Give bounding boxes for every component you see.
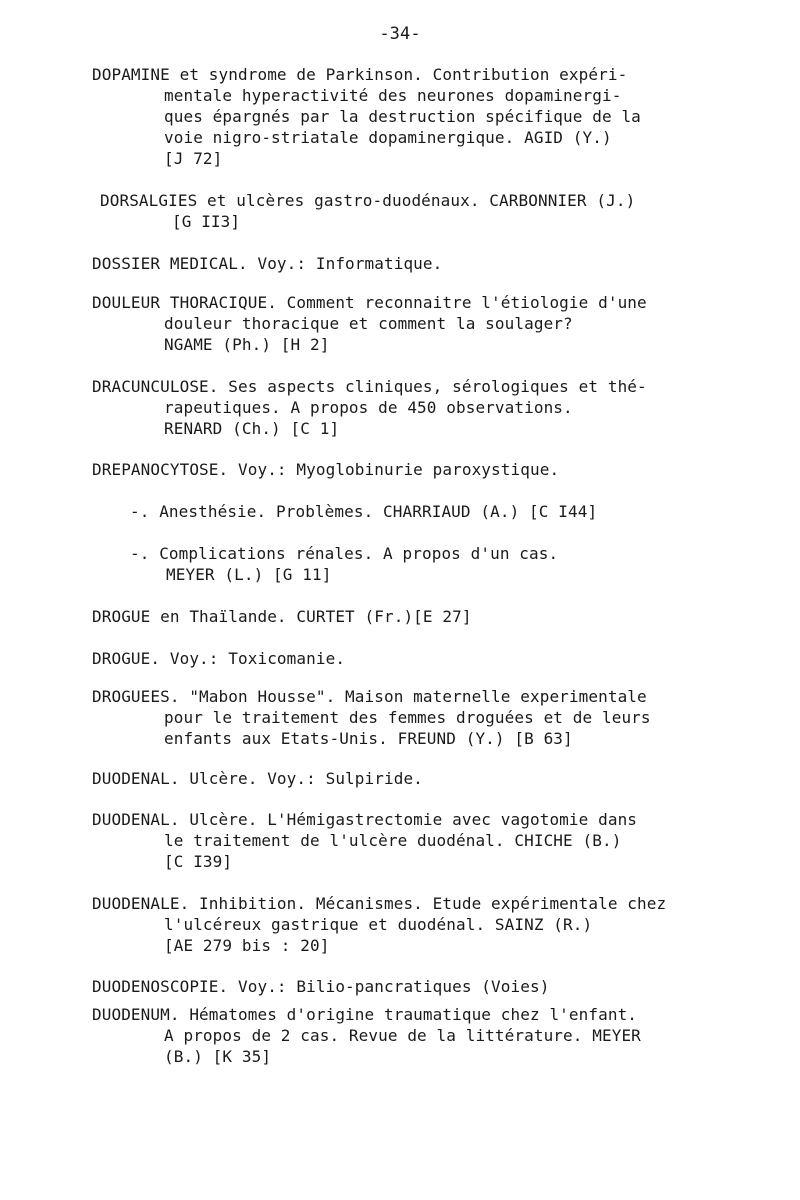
index-entry-douleur-thoracique	[92, 292, 647, 355]
index-entry-drogue-toxicomanie	[92, 648, 345, 669]
entry-line: RENARD (Ch.) [C 1]	[164, 419, 340, 438]
entry-line: DUODENAL. Ulcère. Voy.: Sulpiride.	[92, 769, 423, 788]
entry-line: MEYER (L.) [G 11]	[166, 565, 332, 584]
entry-line: DROGUE en Thaïlande. CURTET (Fr.)[E 27]	[92, 607, 472, 626]
index-subentry-complications-renales	[130, 543, 558, 585]
index-entry-duodenoscopie	[92, 976, 549, 997]
entry-line: DROGUE. Voy.: Toxicomanie.	[92, 649, 346, 668]
entry-line: DROGUEES. "Mabon Housse". Maison maternelle experimentale	[92, 687, 647, 706]
entry-line: DUODENALE. Inhibition. Mécanismes. Etude expérimentale chez	[92, 894, 667, 913]
index-subentry-anesthesie	[130, 501, 597, 522]
entry-line: -. Complications rénales. A propos d'un cas.	[130, 544, 559, 563]
entry-line: l'ulcéreux gastrique et duodénal. SAINZ (R.)	[164, 915, 593, 934]
entry-line: DRACUNCULOSE. Ses aspects cliniques, sérologiques et thé-	[92, 377, 647, 396]
index-entry-dossier-medical	[92, 253, 442, 274]
entry-line: voie nigro-striatale dopaminergique. AGID (Y.)	[164, 128, 612, 147]
entry-line: DUODENOSCOPIE. Voy.: Bilio-pancratiques (Voies)	[92, 977, 550, 996]
entry-line: mentale hyperactivité des neurones dopaminergi-	[164, 86, 622, 105]
entry-line: DUODENUM. Hématomes d'origine traumatique chez l'enfant.	[92, 1005, 638, 1024]
entry-line: douleur thoracique et comment la soulager?	[164, 314, 573, 333]
entry-line: (B.) [K 35]	[164, 1047, 272, 1066]
page-number: -34-	[379, 24, 421, 44]
entry-line: DOULEUR THORACIQUE. Comment reconnaitre l'étiologie d'une	[92, 293, 647, 312]
index-entry-duodenal-sulpiride	[92, 768, 423, 789]
index-entry-dracunculose	[92, 376, 647, 439]
index-entry-dorsalgies	[100, 190, 635, 232]
entry-line: A propos de 2 cas. Revue de la littérature. MEYER	[164, 1026, 641, 1045]
entry-line: le traitement de l'ulcère duodénal. CHICHE (B.)	[164, 831, 622, 850]
entry-line: DORSALGIES et ulcères gastro-duodénaux. CARBONNIER (J.)	[100, 191, 636, 210]
entry-line: enfants aux Etats-Unis. FREUND (Y.) [B 63]	[164, 729, 573, 748]
entry-line: DREPANOCYTOSE. Voy.: Myoglobinurie paroxystique.	[92, 460, 560, 479]
entry-line: DOSSIER MEDICAL. Voy.: Informatique.	[92, 254, 443, 273]
entry-line: DUODENAL. Ulcère. L'Hémigastrectomie avec vagotomie dans	[92, 810, 638, 829]
entry-line: [G II3]	[172, 212, 241, 231]
entry-line: DOPAMINE et syndrome de Parkinson. Contribution expéri-	[92, 65, 628, 84]
index-entry-droguees	[92, 686, 651, 749]
entry-line: NGAME (Ph.) [H 2]	[164, 335, 330, 354]
index-entry-dopamine	[92, 64, 641, 169]
entry-line: rapeutiques. A propos de 450 observations.	[164, 398, 573, 417]
entry-line: pour le traitement des femmes droguées et de leurs	[164, 708, 651, 727]
index-entry-drogue-thailande	[92, 606, 472, 627]
index-entry-duodenal-hemigastrectomie	[92, 809, 637, 872]
entry-line: ques épargnés par la destruction spécifique de la	[164, 107, 641, 126]
entry-line: [J 72]	[164, 149, 223, 168]
entry-line: -. Anesthésie. Problèmes. CHARRIAUD (A.) [C I44]	[130, 502, 598, 521]
entry-line: [C I39]	[164, 852, 233, 871]
entry-line: [AE 279 bis : 20]	[164, 936, 330, 955]
index-entry-duodenale	[92, 893, 666, 956]
index-entry-drepanocytose	[92, 459, 559, 480]
index-entry-duodenum	[92, 1004, 641, 1067]
